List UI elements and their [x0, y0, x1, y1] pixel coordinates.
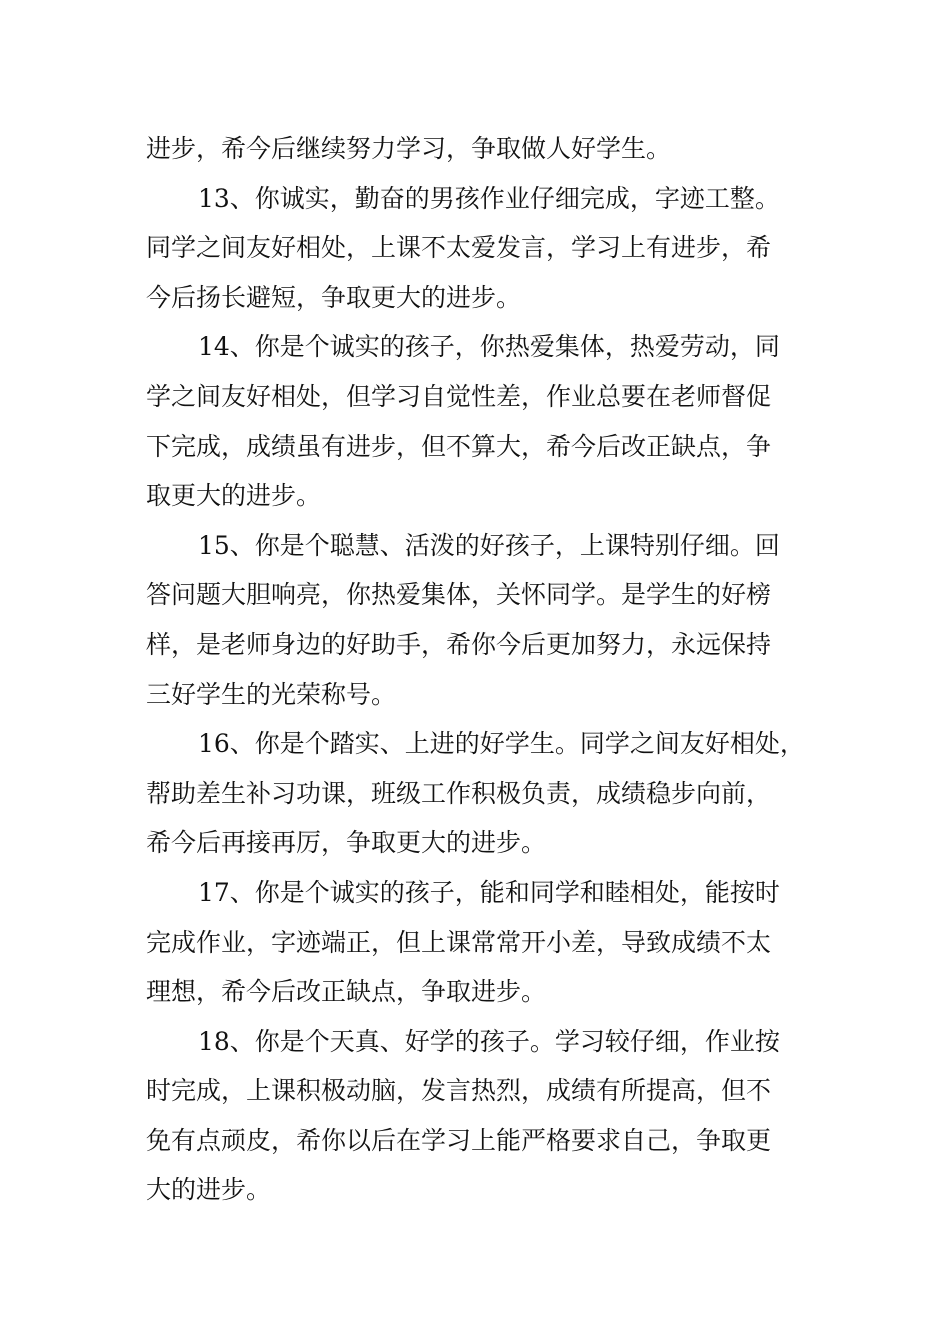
text-line: 进步，希今后继续努力学习，争取做人好学生。 — [146, 134, 672, 163]
text-line: 希今后再接再厉，争取更大的进步。 — [146, 828, 547, 858]
document-body — [146, 124, 836, 1215]
text-line: 取更大的进步。 — [146, 481, 322, 511]
text-line: 下完成，成绩虽有进步，但不算大，希今后改正缺点，争 — [146, 431, 772, 461]
text-line-paragraph-13: 13、你诚实，勤奋的男孩作业仔细完成，字迹工整。 — [198, 183, 780, 213]
text-line: 完成作业，字迹端正，但上课常常开小差，导致成绩不太 — [146, 927, 772, 957]
text-line: 样，是老师身边的好助手，希你今后更加努力，永远保持 — [146, 629, 772, 659]
text-line: 时完成，上课积极动脑，发言热烈，成绩有所提高，但不 — [146, 1076, 772, 1106]
text-line: 今后扬长避短，争取更大的进步。 — [146, 282, 522, 312]
text-line: 学之间友好相处，但学习自觉性差，作业总要在老师督促 — [146, 381, 772, 411]
text-line: 免有点顽皮，希你以后在学习上能严格要求自己，争取更 — [146, 1125, 772, 1155]
text-line: 同学之间友好相处，上课不太爱发言，学习上有进步，希 — [146, 233, 772, 263]
text-line-paragraph-14: 14、你是个诚实的孩子，你热爱集体，热爱劳动，同 — [198, 332, 780, 362]
text-line: 三好学生的光荣称号。 — [146, 679, 397, 709]
text-line-paragraph-17: 17、你是个诚实的孩子，能和同学和睦相处，能按时 — [198, 877, 780, 907]
text-line: 大的进步。 — [146, 1175, 272, 1205]
text-line-paragraph-15: 15、你是个聪慧、活泼的好孩子，上课特别仔细。回 — [198, 530, 780, 560]
text-line: 帮助差生补习功课，班级工作积极负责，成绩稳步向前， — [146, 778, 772, 808]
text-line: 理想，希今后改正缺点，争取进步。 — [146, 977, 547, 1007]
text-line-paragraph-16: 16、你是个踏实、上进的好学生。同学之间友好相处， — [198, 729, 805, 759]
text-line: 答问题大胆响亮，你热爱集体，关怀同学。是学生的好榜 — [146, 580, 772, 610]
text-line-paragraph-18: 18、你是个天真、好学的孩子。学习较仔细，作业按 — [198, 1026, 780, 1056]
